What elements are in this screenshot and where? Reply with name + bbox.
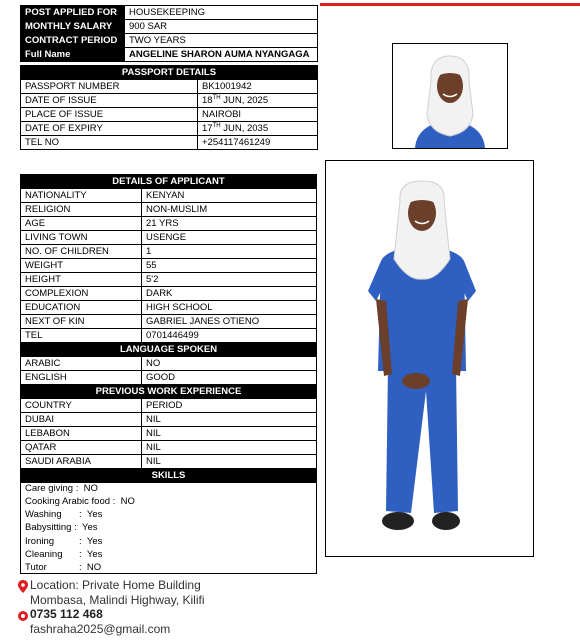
applicant-value: NON-MUSLIM [142,203,317,217]
skill-row: Cleaning : Yes [25,549,103,560]
passport-number: BK1001942 [198,80,318,94]
applicant-row: EDUCATION [21,301,142,315]
skill-row: Care giving : NO [25,483,98,494]
applicant-row: NATIONALITY [21,189,142,203]
languages-title: LANGUAGE SPOKEN [21,343,317,357]
passport-photo-image [393,44,507,148]
experience-row: QATAR [21,441,142,455]
applicant-row: LIVING TOWN [21,231,142,245]
skill-row: Cooking Arabic food : NO [25,496,135,507]
skill-row: Tutor : NO [25,562,102,573]
contract-label: CONTRACT PERIOD [21,34,125,48]
expiry-date: 17TH JUN, 2035 [198,122,318,136]
skill-row: Ironing : Yes [25,536,103,547]
location-line-1: Location: Private Home Building [30,578,201,592]
language-value: GOOD [142,371,317,385]
full-body-photo [325,160,534,557]
fullname-value: ANGELINE SHARON AUMA NYANGAGA [125,48,318,62]
applicant-value: 55 [142,259,317,273]
place-value: NAIROBI [198,108,318,122]
location-line-2: Mombasa, Malindi Highway, Kilifi [30,593,205,607]
experience-title: PREVIOUS WORK EXPERIENCE [21,385,317,399]
applicant-row: NEXT OF KIN [21,315,142,329]
tel-label: TEL NO [21,136,198,150]
language-value: NO [142,357,317,371]
experience-value: NIL [142,455,317,469]
experience-value: NIL [142,427,317,441]
applicant-value: 21 YRS [142,217,317,231]
contract-value: TWO YEARS [125,34,318,48]
skills-title: SKILLS [21,469,317,483]
phone-icon [18,611,28,621]
applicant-value: HIGH SCHOOL [142,301,317,315]
experience-row: COUNTRY [21,399,142,413]
applicant-value: USENGE [142,231,317,245]
experience-value: NIL [142,441,317,455]
applicant-value: 0701446499 [142,329,317,343]
applicant-table [20,174,317,483]
email-address[interactable]: fashraha2025@gmail.com [30,622,171,636]
experience-value: PERIOD [142,399,317,413]
language-row: ARABIC [21,357,142,371]
passport-photo [392,43,508,149]
experience-value: NIL [142,413,317,427]
applicant-row: NO. OF CHILDREN [21,245,142,259]
applicant-title: DETAILS OF APPLICANT [21,175,317,189]
tel-value: +254117461249 [198,136,318,150]
passport-title: PASSPORT DETAILS [21,66,318,80]
experience-row: LEBABON [21,427,142,441]
applicant-row: COMPLEXION [21,287,142,301]
skills-box [20,481,317,574]
experience-row: SAUDI ARABIA [21,455,142,469]
skill-row: Washing : Yes [25,509,103,520]
place-label: PLACE OF ISSUE [21,108,198,122]
language-row: ENGLISH [21,371,142,385]
issue-label: DATE OF ISSUE [21,94,198,108]
map-pin-icon [18,580,28,593]
applicant-value: DARK [142,287,317,301]
top-red-line [320,3,580,6]
post-label: POST APPLIED FOR [21,6,125,20]
fullname-label: Full Name [21,48,125,62]
applicant-row: AGE [21,217,142,231]
full-body-photo-image [326,161,533,556]
applicant-row: RELIGION [21,203,142,217]
applicant-value: 1 [142,245,317,259]
phone-number[interactable]: 0735 112 468 [30,607,103,621]
passport-table [20,65,318,150]
issue-date: 18TH JUN, 2025 [198,94,318,108]
salary-value: 900 SAR [125,20,318,34]
applicant-value: 5'2 [142,273,317,287]
applicant-value: KENYAN [142,189,317,203]
passport-number-label: PASSPORT NUMBER [21,80,198,94]
experience-row: DUBAI [21,413,142,427]
skill-row: Babysitting : Yes [25,522,98,533]
applicant-row: TEL [21,329,142,343]
applicant-row: HEIGHT [21,273,142,287]
applicant-row: WEIGHT [21,259,142,273]
post-value: HOUSEKEEPING [125,6,318,20]
salary-label: MONTHLY SALARY [21,20,125,34]
expiry-label: DATE OF EXPIRY [21,122,198,136]
applicant-value: GABRIEL JANES OTIENO [142,315,317,329]
post-table [20,5,318,62]
